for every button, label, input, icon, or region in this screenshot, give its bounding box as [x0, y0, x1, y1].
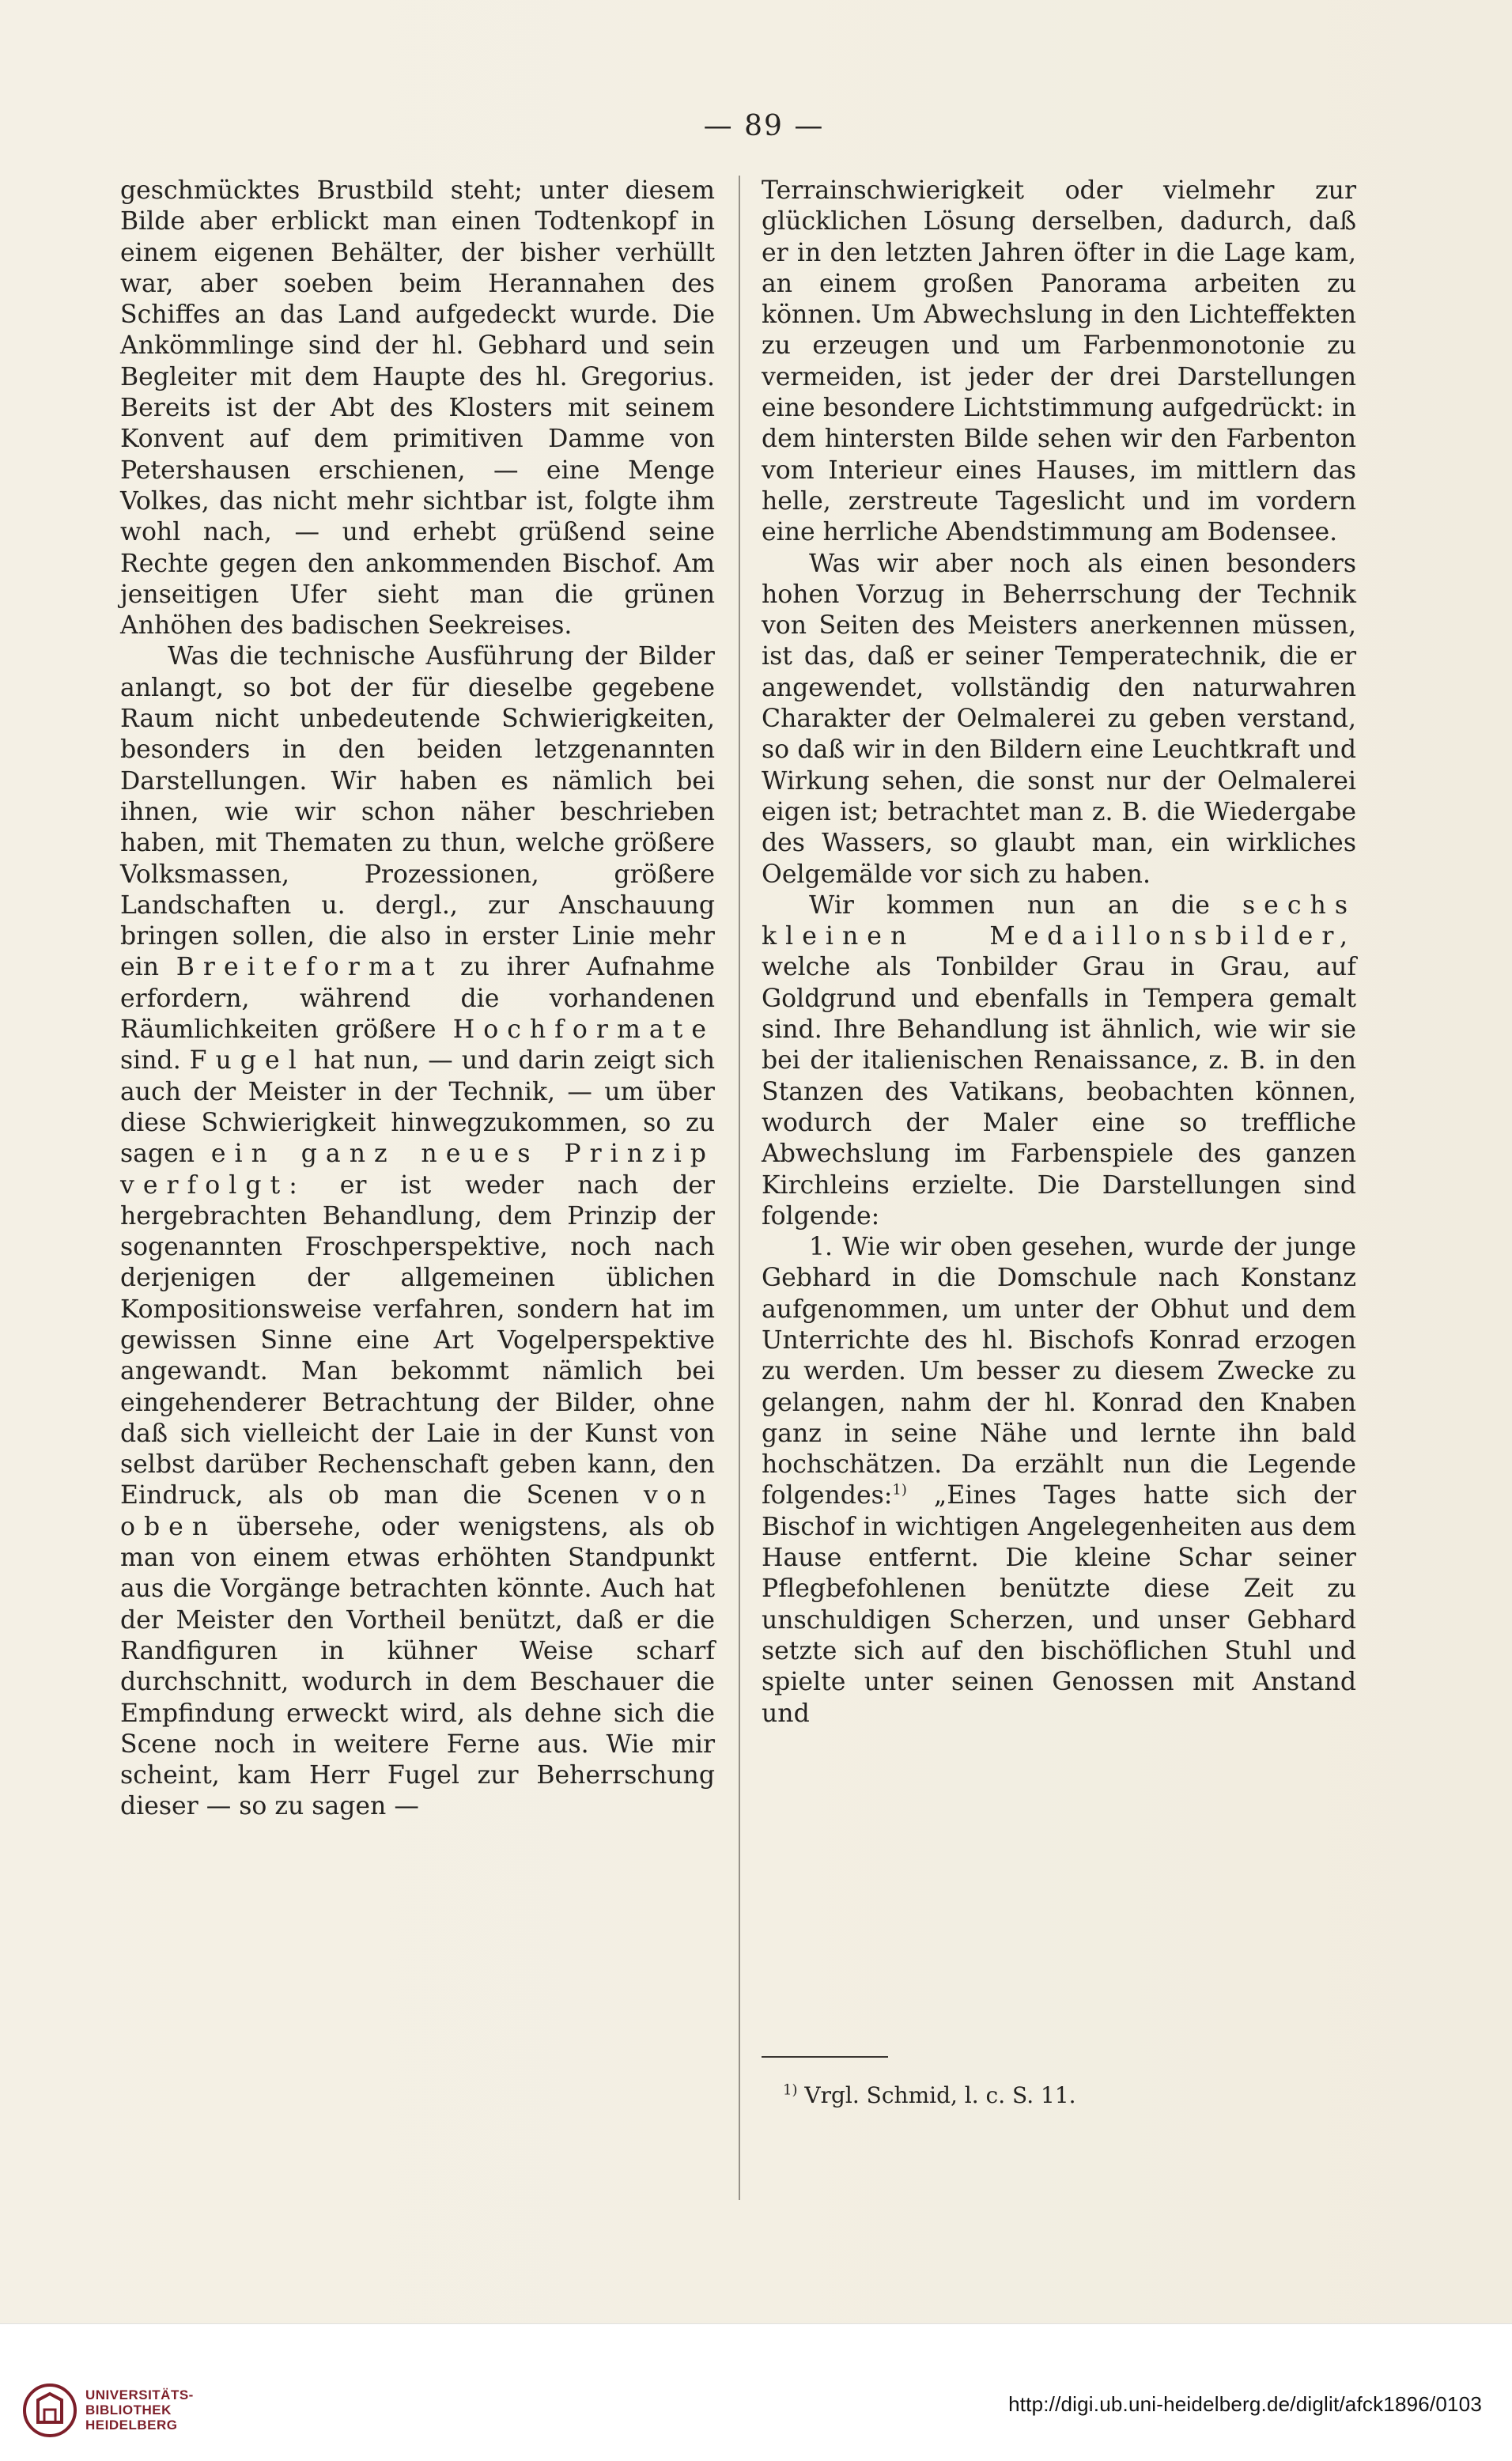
paragraph: Terrainschwierigkeit oder vielmehr zur glücklichen Lösung derselben, dadurch, daß er in den letzten Jahren öfter in die Lage kam, an einem großen Panorama arbeiten zu können. Um Abwechslung in den Lichteffekten zu erzeugen und um Farbenmonotonie zu vermeiden, ist jeder der drei Darstellungen eine besondere Lichtstimmung aufgedrückt: in dem hintersten Bilde sehen wir den Farbenton vom Interieur eines Hauses, im mittlern das helle, zerstreute Tageslicht und im vordern eine herrliche Abendstimmung am Bodensee. [762, 176, 1356, 547]
emphasis-text: Fugel [189, 1046, 305, 1076]
paragraph: geschmücktes Brustbild steht; unter diesem Bilde aber erblickt man einen Todtenkopf in einem eigenen Behälter, der bisher verhüllt war, aber soeben beim Herannahen des Schiffes an das Land aufgedeckt wurde. Die Ankömmlinge sind der hl. Gebhard und sein Begleiter mit dem Haupte des hl. Gregorius. Bereits ist der Abt des Klosters mit seinem Konvent auf dem primitiven Damme von Petershausen erschienen, — eine Menge Volkes, das nicht mehr sichtbar ist, folgte ihm wohl nach, — und erhebt grüßend seine Rechte gegen den ankommenden Bischof. Am jenseitigen Ufer sieht man die grünen Anhöhen des badischen Seekreises. [120, 176, 715, 641]
emphasis-text: Hochformate [452, 1015, 715, 1045]
paragraph: 1. Wie wir oben gesehen, wurde der junge Gebhard in die Domschule nach Konstanz aufgenommen, um unter der Obhut und dem Unterrichte des hl. Bischofs Konrad erzogen zu werden. Um besser zu diesem Zwecke zu gelangen, nahm der hl. Konrad den Knaben ganz in seine Nähe und lernte ihn bald hochschätzen. Da erzählt nun die Legende folgendes:$^{1)}$ „Eines Tages hatte sich der Bischof in wichtigen Angelegenheiten aus dem Hause entfernt. Die kleine Schar seiner Pflegbefohlenen benützte diese Zeit zu unschuldigen Scherzen, und unser Gebhard setzte sich auf den bischöflichen Stuhl und spielte unter seinen Genossen mit Anstand und [762, 1233, 1356, 1728]
footnote-text: Vrgl. Schmid, l. c. S. 11. [804, 2082, 1076, 2108]
emphasis-text: sechs kleinen Medaillonsbilder, [762, 890, 1357, 951]
footnote [783, 2080, 1336, 2111]
column-divider [739, 176, 740, 2200]
page-header [0, 103, 1512, 150]
digitization-footer [0, 2323, 1512, 2461]
paragraph: Was die technische Ausführung der Bilder anlangt, so bot der für dieselbe gegebene Raum nicht unbedeutende Schwierigkeiten, besonders in den beiden letzgenannten Darstellungen. Wir haben es nämlich bei ihnen, wie wir schon näher beschrieben haben, mit Thematen zu thun, welche größere Volksmassen, Prozessionen, größere Landschaften u. dergl., zur Anschauung bringen sollen, die also in erster Linie mehr ein Breiteformat zu ihrer Aufnahme erfordern, während die vorhandenen Räumlichkeiten größere Hochformate sind. Fugel hat nun, — und darin zeigt sich auch der Meister in der Technik, — um über diese Schwierigkeit hinwegzukommen, so zu sagen ein ganz neues Prinzip verfolgt: er ist weder nach der hergebrachten Behandlung, dem Prinzip der sogenannten Froschperspektive, noch nach derjenigen der allgemeinen üblichen Kompositionsweise verfahren, sondern hat im gewissen Sinne eine Art Vogelperspektive angewandt. Man bekommt nämlich bei eingehenderer Betrachtung der Bilder, ohne daß sich vielleicht der Laie in der Kunst von selbst darüber Rechenschaft geben kann, den Eindruck, als ob man die Scenen von oben übersehe, oder wenigstens, als ob man von einem etwas erhöhten Standpunkt aus die Vorgänge betrachten könnte. Auch hat der Meister den Vortheil benützt, daß er die Randfiguren in kühner Weise scharf durchschnitt, wodurch in dem Beschauer die Empfindung erweckt wird, als dehne sich die Scene noch in weitere Ferne aus. Wie mir scheint, kam Herr Fugel zur Beherrschung dieser — so zu sagen — [120, 642, 716, 1821]
footnote-reference[interactable]: 1) [892, 1481, 907, 1499]
footnote-rule [762, 2056, 888, 2058]
paragraph: Wir kommen nun an die sechs kleinen Medaillonsbilder, welche als Tonbilder Grau in Grau, auf Goldgrund und ebenfalls in Tempera gemalt sind. Ihre Behandlung ist ähnlich, wie wir sie bei der italienischen Renaissance, z. B. in den Stanzen des Vatikans, beobachten können, wodurch der Maler eine so treffliche Abwechslung im Farbenspiele des ganzen Kirchleins erzielte. Die Darstellungen sind folgende: [762, 890, 1357, 1230]
emphasis-text: ein ganz neues Prinzip verfolgt: [120, 1140, 715, 1200]
source-url-link[interactable]: http://digi.ub.uni-heidelberg.de/diglit/afck1896/0103 [1008, 2392, 1482, 2416]
emphasis-text: von oben [120, 1481, 715, 1541]
university-seal-icon [22, 2383, 77, 2438]
emphasis-text: Breiteformat [176, 953, 444, 982]
footnote-marker: 1) [783, 2081, 798, 2099]
right-column [762, 176, 1356, 1730]
paragraph: Was wir aber noch als einen besonders hohen Vorzug in Beherrschung der Technik von Seiten des Meisters anerkennen müssen, ist das, daß er seiner Temperatechnik, die er angewendet, vollständig den naturwahren Charakter der Oelmalerei zu geben verstand, so daß wir in den Bildern eine Leuchtkraft und Wirkung sehen, die sonst nur der Oelmalerei eigen ist; betrachtet man z. B. die Wiedergabe des Wassers, so glaubt man, ein wirkliches Oelgemälde vor sich zu haben. [762, 549, 1356, 889]
library-name: UNIVERSITÄTS- BIBLIOTHEK HEIDELBERG [85, 2387, 194, 2433]
page-number: — 89 — [703, 110, 825, 142]
left-column [120, 176, 715, 1823]
